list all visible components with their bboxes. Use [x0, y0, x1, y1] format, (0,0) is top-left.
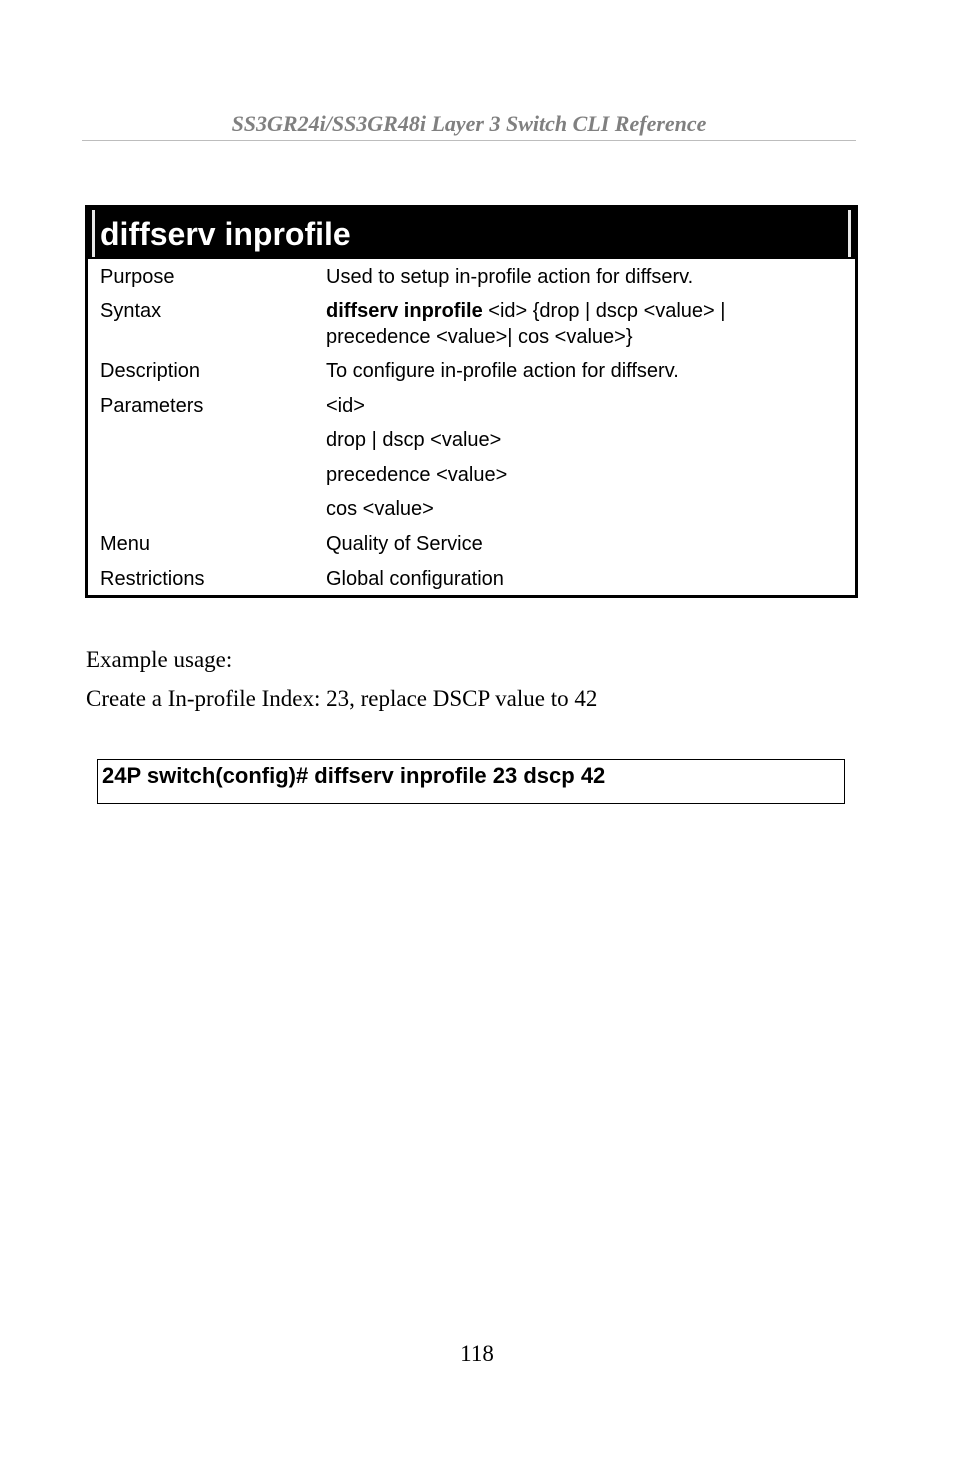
command-title-bar — [88, 208, 855, 259]
example-command-box — [97, 759, 845, 804]
restrictions-label: Restrictions — [100, 568, 205, 590]
title-bar-right-edge — [848, 210, 851, 257]
syntax-label: Syntax — [100, 300, 162, 322]
parameter-drop-dscp: drop | dscp <value> — [326, 429, 502, 451]
page-header: SS3GR24i/SS3GR48i Layer 3 Switch CLI Reference — [82, 110, 856, 141]
syntax-keyword: diffserv inprofile — [326, 300, 483, 322]
menu-value: Quality of Service — [326, 533, 483, 555]
syntax-value — [326, 298, 826, 350]
example-intro: Example usage: — [86, 647, 233, 672]
command-title: diffserv inprofile — [100, 216, 351, 252]
restrictions-value: Global configuration — [326, 568, 504, 590]
description-label: Description — [100, 360, 201, 382]
parameters-label: Parameters — [100, 395, 204, 417]
title-bar-left-edge — [92, 210, 95, 257]
parameter-precedence: precedence <value> — [326, 464, 508, 486]
example-description: Create a In-profile Index: 23, replace DSCP value to 42 — [86, 686, 598, 711]
menu-label: Menu — [100, 533, 151, 555]
purpose-value: Used to setup in-profile action for diffserv. — [326, 266, 694, 288]
syntax-args-line1: <id> {drop | dscp <value> | — [482, 300, 726, 322]
command-reference-table — [85, 205, 858, 598]
page-number: 118 — [460, 1341, 494, 1366]
syntax-args-line2: precedence <value>| cos <value>} — [326, 326, 633, 348]
parameter-cos: cos <value> — [326, 498, 434, 520]
parameter-id: <id> — [326, 395, 365, 417]
purpose-label: Purpose — [100, 266, 175, 288]
example-command: 24P switch(config)# diffserv inprofile 23 dscp 42 — [102, 763, 606, 788]
description-value: To configure in-profile action for diffserv. — [326, 360, 679, 382]
